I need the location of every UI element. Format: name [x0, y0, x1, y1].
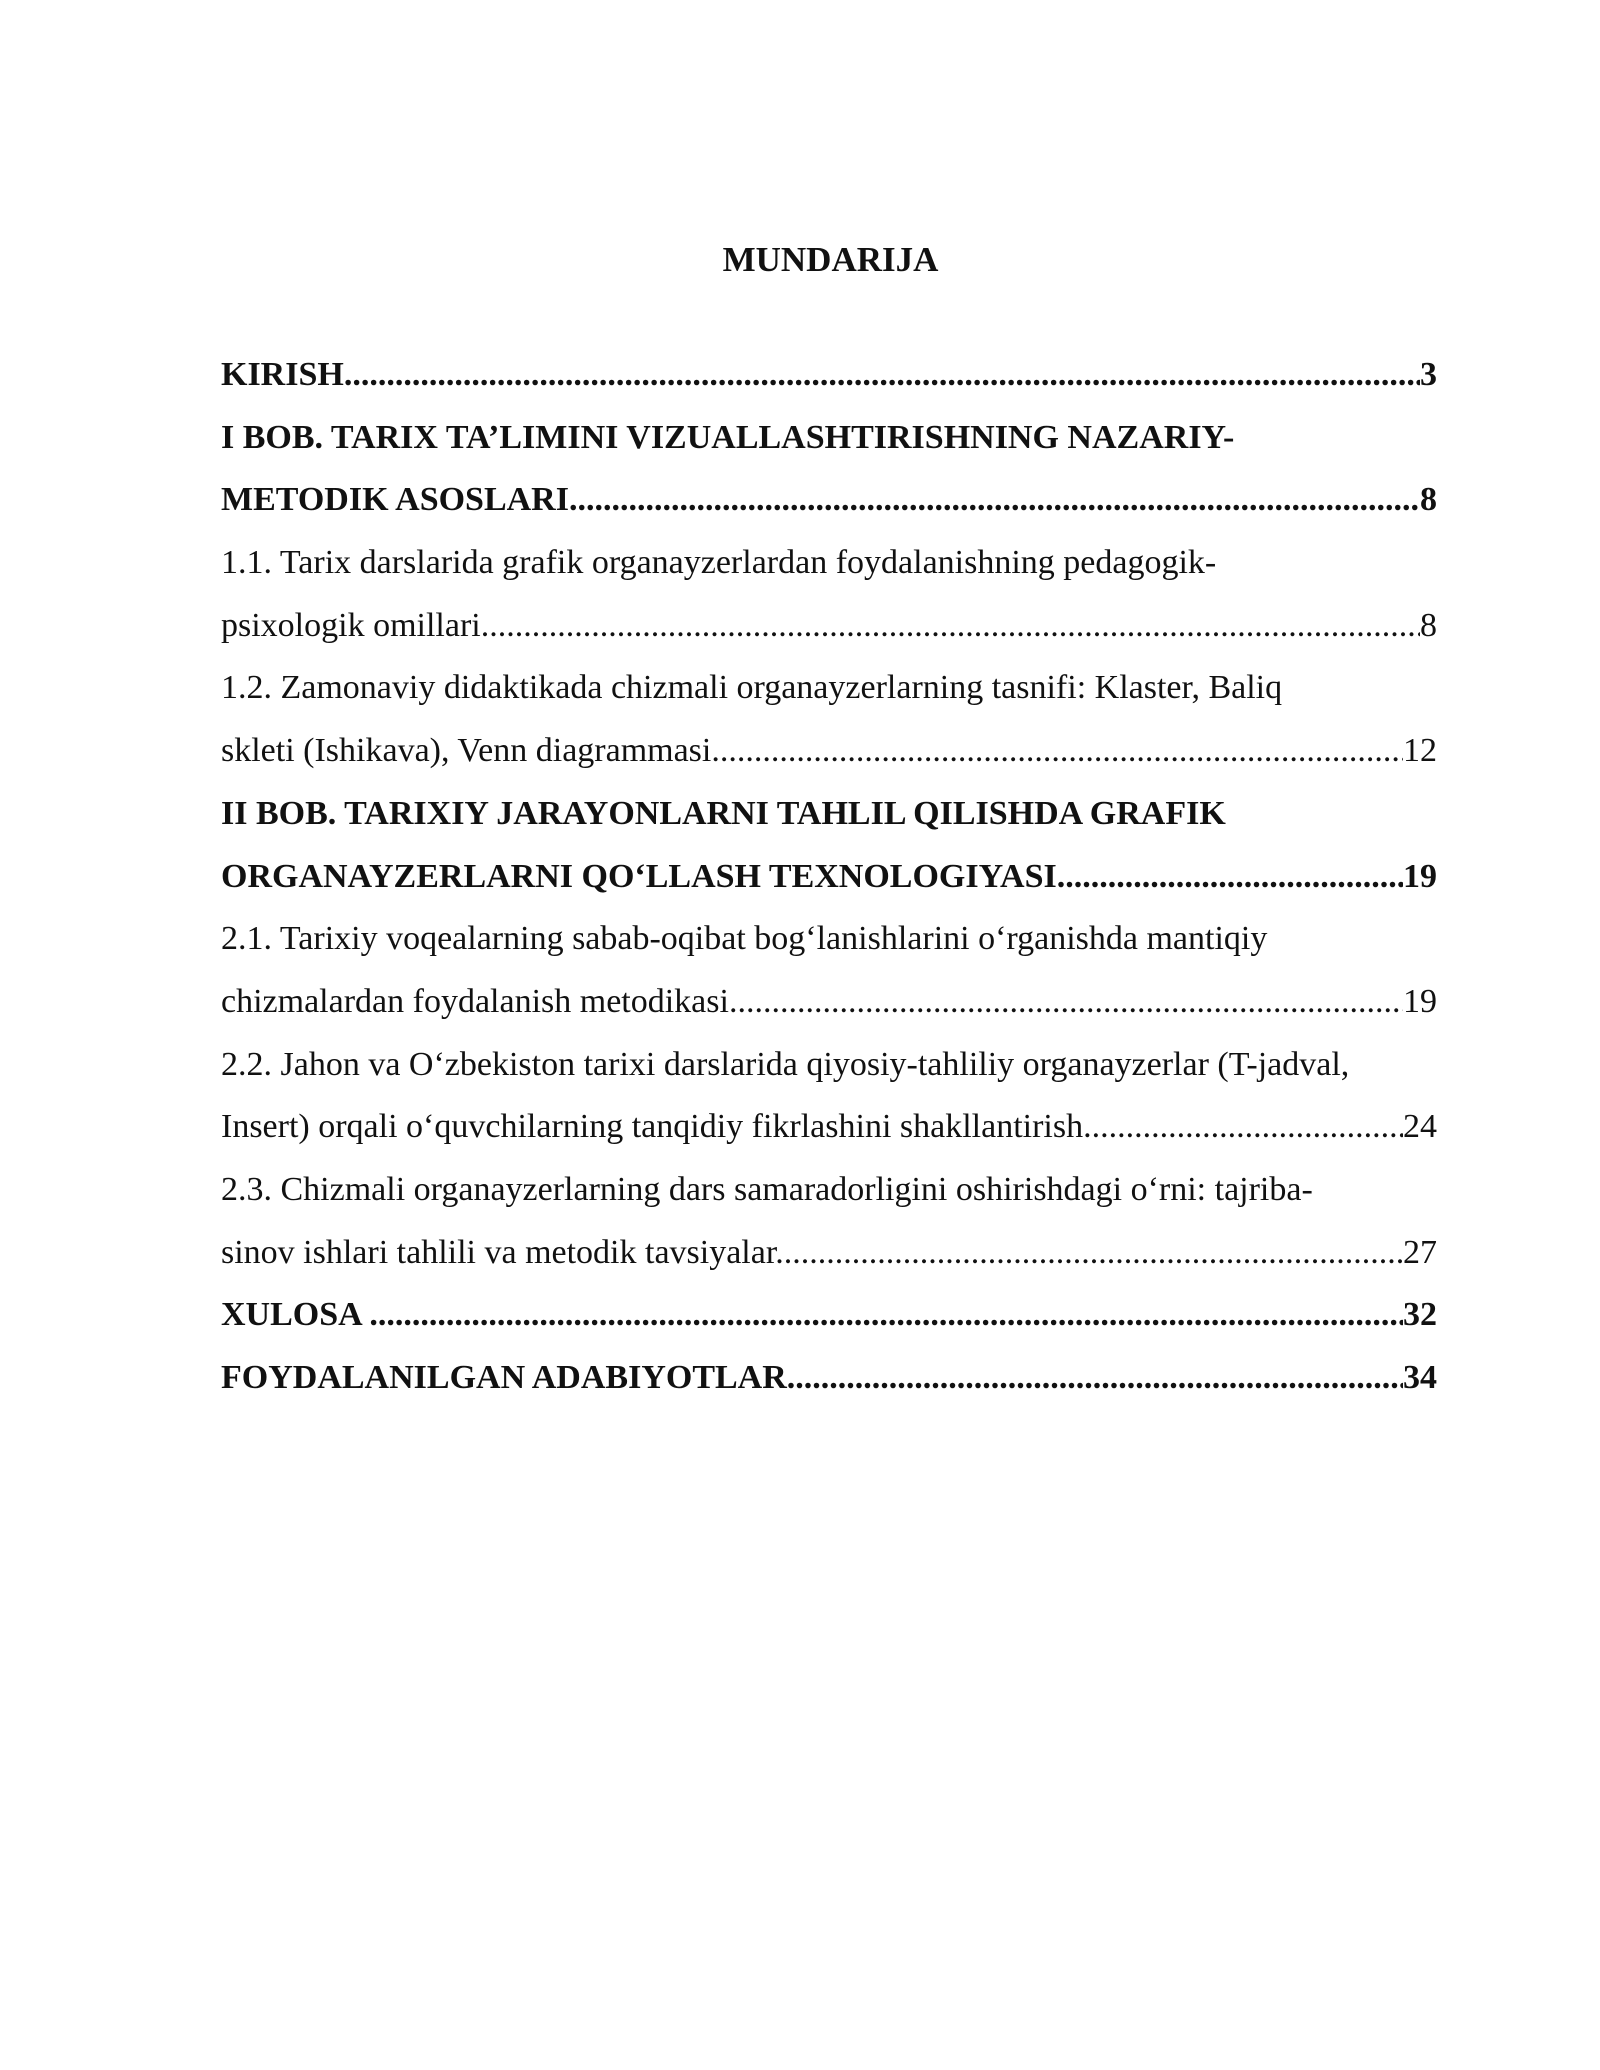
- toc-entry-title: ORGANAYZERLARNI QO‘LLASH TEXNOLOGIYASI: [221, 857, 1057, 895]
- toc-entry-title: METODIK ASOSLARI: [221, 481, 569, 519]
- toc-page-number: 27: [1403, 1233, 1437, 1271]
- toc-leader-dots: [729, 971, 1403, 1034]
- toc-section-1-1-title-line[interactable]: 1.1. Tarix darslarida grafik organayzerlardan foydalanishning pedagogik-: [221, 544, 1217, 582]
- toc-entry-title: FOYDALANILGAN ADABIYOTLAR: [221, 1359, 787, 1396]
- toc-page-number: 12: [1403, 732, 1437, 770]
- toc-section-2-1-title-line[interactable]: 2.1. Tarixiy voqealarning sabab-oqibat bog‘lanishlarini o‘rganishda mantiqiy: [221, 920, 1268, 958]
- toc-entry-adabiyotlar[interactable]: [221, 1347, 1437, 1410]
- table-of-contents: [221, 344, 1437, 1410]
- toc-entry-section-1-1[interactable]: [221, 595, 1437, 658]
- toc-entry-chapter-2[interactable]: [221, 846, 1437, 909]
- toc-page-number: 19: [1403, 982, 1437, 1020]
- toc-leader-dots: [1092, 1096, 1403, 1159]
- toc-page-number: 8: [1420, 481, 1437, 519]
- toc-entry-title: XULOSA: [221, 1296, 370, 1334]
- page-title: MUNDARIJA: [722, 240, 939, 279]
- toc-page-number: 34: [1403, 1359, 1437, 1396]
- toc-page-number: 24: [1403, 1108, 1437, 1146]
- toc-section-1-2-title-line[interactable]: 1.2. Zamonaviy didaktikada chizmali organayzerlarning tasnifi: Klaster, Baliq: [221, 669, 1283, 707]
- toc-page-number: 8: [1420, 606, 1437, 644]
- toc-entry-section-2-3[interactable]: [221, 1222, 1437, 1285]
- toc-leader-dots: [784, 1222, 1403, 1285]
- toc-section-2-3-title-line[interactable]: 2.3. Chizmali organayzerlarning dars samaradorligini oshirishdagi o‘rni: tajriba-: [221, 1170, 1313, 1208]
- toc-leader-dots: [711, 720, 1403, 783]
- toc-entry-xulosa[interactable]: [221, 1284, 1437, 1347]
- toc-page-number: 3: [1420, 356, 1437, 393]
- toc-page-number: 19: [1403, 857, 1437, 895]
- toc-entry-chapter-1[interactable]: [221, 469, 1437, 532]
- toc-entry-title: chizmalardan foydalanish metodikasi: [221, 982, 729, 1020]
- toc-entry-kirish[interactable]: [221, 344, 1437, 407]
- toc-leader-dots: [369, 1284, 1403, 1347]
- toc-leader-dots: [1057, 846, 1403, 909]
- toc-leader-dots: [569, 469, 1420, 532]
- toc-page-number: 32: [1403, 1296, 1437, 1334]
- toc-leader-dots: [344, 344, 1420, 407]
- toc-section-2-2-title-line[interactable]: 2.2. Jahon va O‘zbekiston tarixi darslarida qiyosiy-tahliliy organayzerlar (T-jadval,: [221, 1045, 1350, 1083]
- toc-entry-section-2-1[interactable]: [221, 971, 1437, 1034]
- toc-entry-section-1-2[interactable]: [221, 720, 1437, 783]
- toc-entry-title: KIRISH: [221, 356, 344, 393]
- toc-chapter-2-title-line[interactable]: II BOB. TARIXIY JARAYONLARNI TAHLIL QILISHDA GRAFIK: [221, 794, 1226, 832]
- toc-chapter-1-title-line[interactable]: I BOB. TARIX TA’LIMINI VIZUALLASHTIRISHNING NAZARIY-: [221, 418, 1235, 456]
- toc-entry-section-2-2[interactable]: [221, 1096, 1437, 1159]
- toc-leader-dots: [787, 1347, 1403, 1410]
- toc-entry-title: sinov ishlari tahlili va metodik tavsiyalar.: [221, 1233, 784, 1271]
- toc-entry-title: Insert) orqali o‘quvchilarning tanqidiy fikrlashini shakllantirish.: [221, 1108, 1092, 1146]
- toc-entry-title: skleti (Ishikava), Venn diagrammasi: [221, 732, 712, 770]
- toc-leader-dots: [481, 595, 1420, 658]
- toc-entry-title: psixologik omillari: [221, 606, 481, 644]
